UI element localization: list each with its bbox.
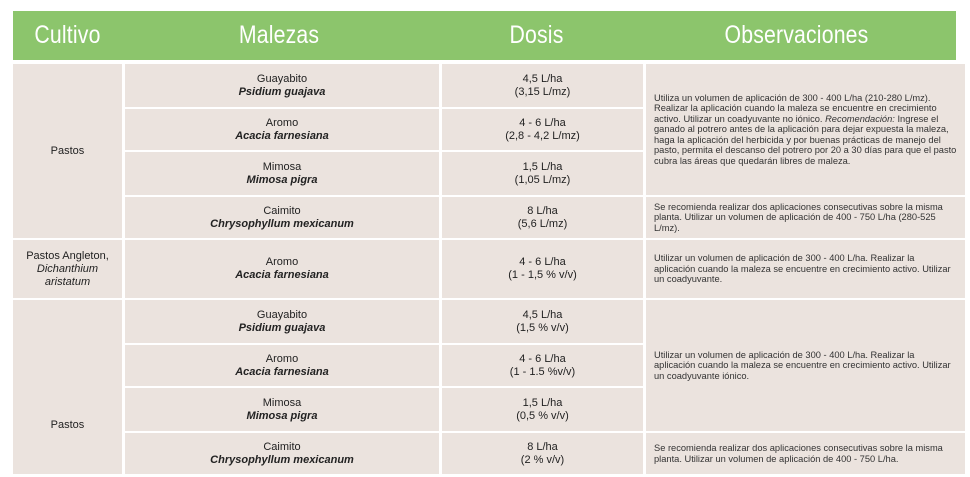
dose-value: 4,5 L/ha — [522, 72, 563, 85]
observacion-text: Se recomienda realizar dos aplicaciones consecutivas sobre la misma planta. Utilizar un volumen de aplicación de 400 - 750 L/ha (280-525 L/mz). — [654, 201, 943, 233]
dose-alt: (1,05 L/mz) — [514, 173, 571, 186]
maleza-cell — [125, 300, 439, 343]
dose-alt: (5,6 L/mz) — [517, 217, 568, 230]
dose-alt: (0,5 % v/v) — [516, 409, 569, 422]
observacion-cell — [646, 240, 965, 298]
header-observaciones: Observaciones — [724, 21, 869, 49]
dosis-cell — [442, 300, 643, 343]
maleza-scientific: Chrysophyllum mexicanum — [210, 453, 354, 466]
dose-alt: (1 - 1.5 %v/v) — [509, 365, 576, 378]
maleza-cell — [125, 152, 439, 195]
maleza-cell — [125, 240, 439, 298]
maleza-common: Mimosa — [262, 396, 302, 409]
cultivo-cell-pastos-1 — [13, 64, 122, 238]
observacion-cell — [646, 64, 965, 195]
header-cultivo: Cultivo — [34, 21, 101, 49]
observacion-cell — [646, 300, 965, 431]
maleza-common: Aromo — [265, 116, 299, 129]
observacion-text: Se recomienda realizar dos aplicaciones consecutivas sobre la misma planta. Utilizar un volumen de aplicación de 400 - 750 L/ha. — [654, 443, 943, 464]
maleza-scientific: Mimosa pigra — [246, 409, 318, 422]
dose-value: 4,5 L/ha — [522, 308, 563, 321]
maleza-cell — [125, 388, 439, 431]
observacion-text: Utiliza un volumen de aplicación de 300 - 400 L/ha (210-280 L/mz). Realizar la aplicación cuando la maleza se encuentre en crecimiento activo. Utilizar un coadyuvante no iónico. Recomendación: Ingrese el ganado al potrero antes de la aplicación para dejar expuesta la maleza, haga la aplicación del herbicida y por buenas prácticas de manejo del pasto, permita el descanso del potrero por 20 a 30 días para que el pasto cubra las áreas que quedarán libres de maleza. — [654, 93, 957, 166]
maleza-cell — [125, 109, 439, 150]
maleza-common: Guayabito — [256, 72, 308, 85]
dose-value: 8 L/ha — [527, 204, 558, 217]
dosage-table — [13, 64, 957, 466]
maleza-scientific: Acacia farnesiana — [235, 269, 329, 281]
dose-value: 8 L/ha — [527, 440, 558, 453]
dose-value: 4 - 6 L/ha — [519, 256, 566, 268]
cultivo-scientific: aristatum — [44, 275, 91, 288]
cultivo-scientific: Dichanthium — [36, 262, 99, 275]
dosis-cell — [442, 433, 643, 474]
maleza-common: Caimito — [263, 440, 301, 453]
cultivo-label: Pastos — [50, 144, 85, 157]
maleza-cell — [125, 345, 439, 386]
maleza-common: Aromo — [265, 352, 299, 365]
cultivo-label: Pastos — [50, 419, 85, 431]
dosis-cell — [442, 388, 643, 431]
maleza-scientific: Acacia farnesiana — [235, 129, 329, 142]
maleza-common: Mimosa — [262, 160, 302, 173]
dosis-cell — [442, 152, 643, 195]
dose-alt: (3,15 L/mz) — [514, 85, 571, 98]
dose-value: 4 - 6 L/ha — [519, 352, 566, 365]
dosis-cell — [442, 197, 643, 238]
dose-value: 1,5 L/ha — [522, 396, 563, 409]
dose-value: 1,5 L/ha — [522, 160, 563, 173]
maleza-cell — [125, 433, 439, 474]
maleza-cell — [125, 197, 439, 238]
maleza-cell — [125, 64, 439, 107]
dosis-cell — [442, 64, 643, 107]
cultivo-label: Pastos Angleton, — [26, 249, 109, 262]
maleza-scientific: Psidium guajava — [238, 85, 326, 98]
maleza-common: Aromo — [265, 256, 299, 268]
dosis-cell — [442, 109, 643, 150]
observacion-cell — [646, 197, 965, 238]
maleza-common: Guayabito — [256, 308, 308, 321]
dose-alt: (1,5 % v/v) — [516, 321, 569, 334]
maleza-scientific: Psidium guajava — [238, 321, 326, 334]
dose-alt: (1 - 1,5 % v/v) — [508, 269, 577, 281]
maleza-scientific: Chrysophyllum mexicanum — [210, 217, 354, 230]
maleza-common: Caimito — [263, 204, 301, 217]
dose-alt: (2,8 - 4,2 L/mz) — [505, 129, 580, 142]
header-dosis: Dosis — [509, 21, 564, 49]
dosis-cell — [442, 240, 643, 298]
dosis-cell — [442, 345, 643, 386]
maleza-scientific: Mimosa pigra — [246, 173, 318, 186]
dose-value: 4 - 6 L/ha — [519, 116, 566, 129]
table-header — [13, 11, 956, 60]
observacion-text: Utilizar un volumen de aplicación de 300 - 400 L/ha. Realizar la aplicación cuando la maleza se encuentre en crecimiento activo. Utilizar un coadyuvante iónico. — [654, 349, 951, 381]
cultivo-cell-pastos-angleton — [13, 240, 122, 298]
cultivo-cell-pastos-2 — [13, 300, 122, 474]
header-malezas: Malezas — [238, 21, 320, 49]
observacion-text: Utilizar un volumen de aplicación de 300 - 400 L/ha. Realizar la aplicación cuando la maleza se encuentre en crecimiento activo. Utilizar un coadyuvante. — [654, 253, 951, 285]
observacion-cell — [646, 433, 965, 474]
maleza-scientific: Acacia farnesiana — [235, 365, 329, 378]
dose-alt: (2 % v/v) — [520, 453, 565, 466]
